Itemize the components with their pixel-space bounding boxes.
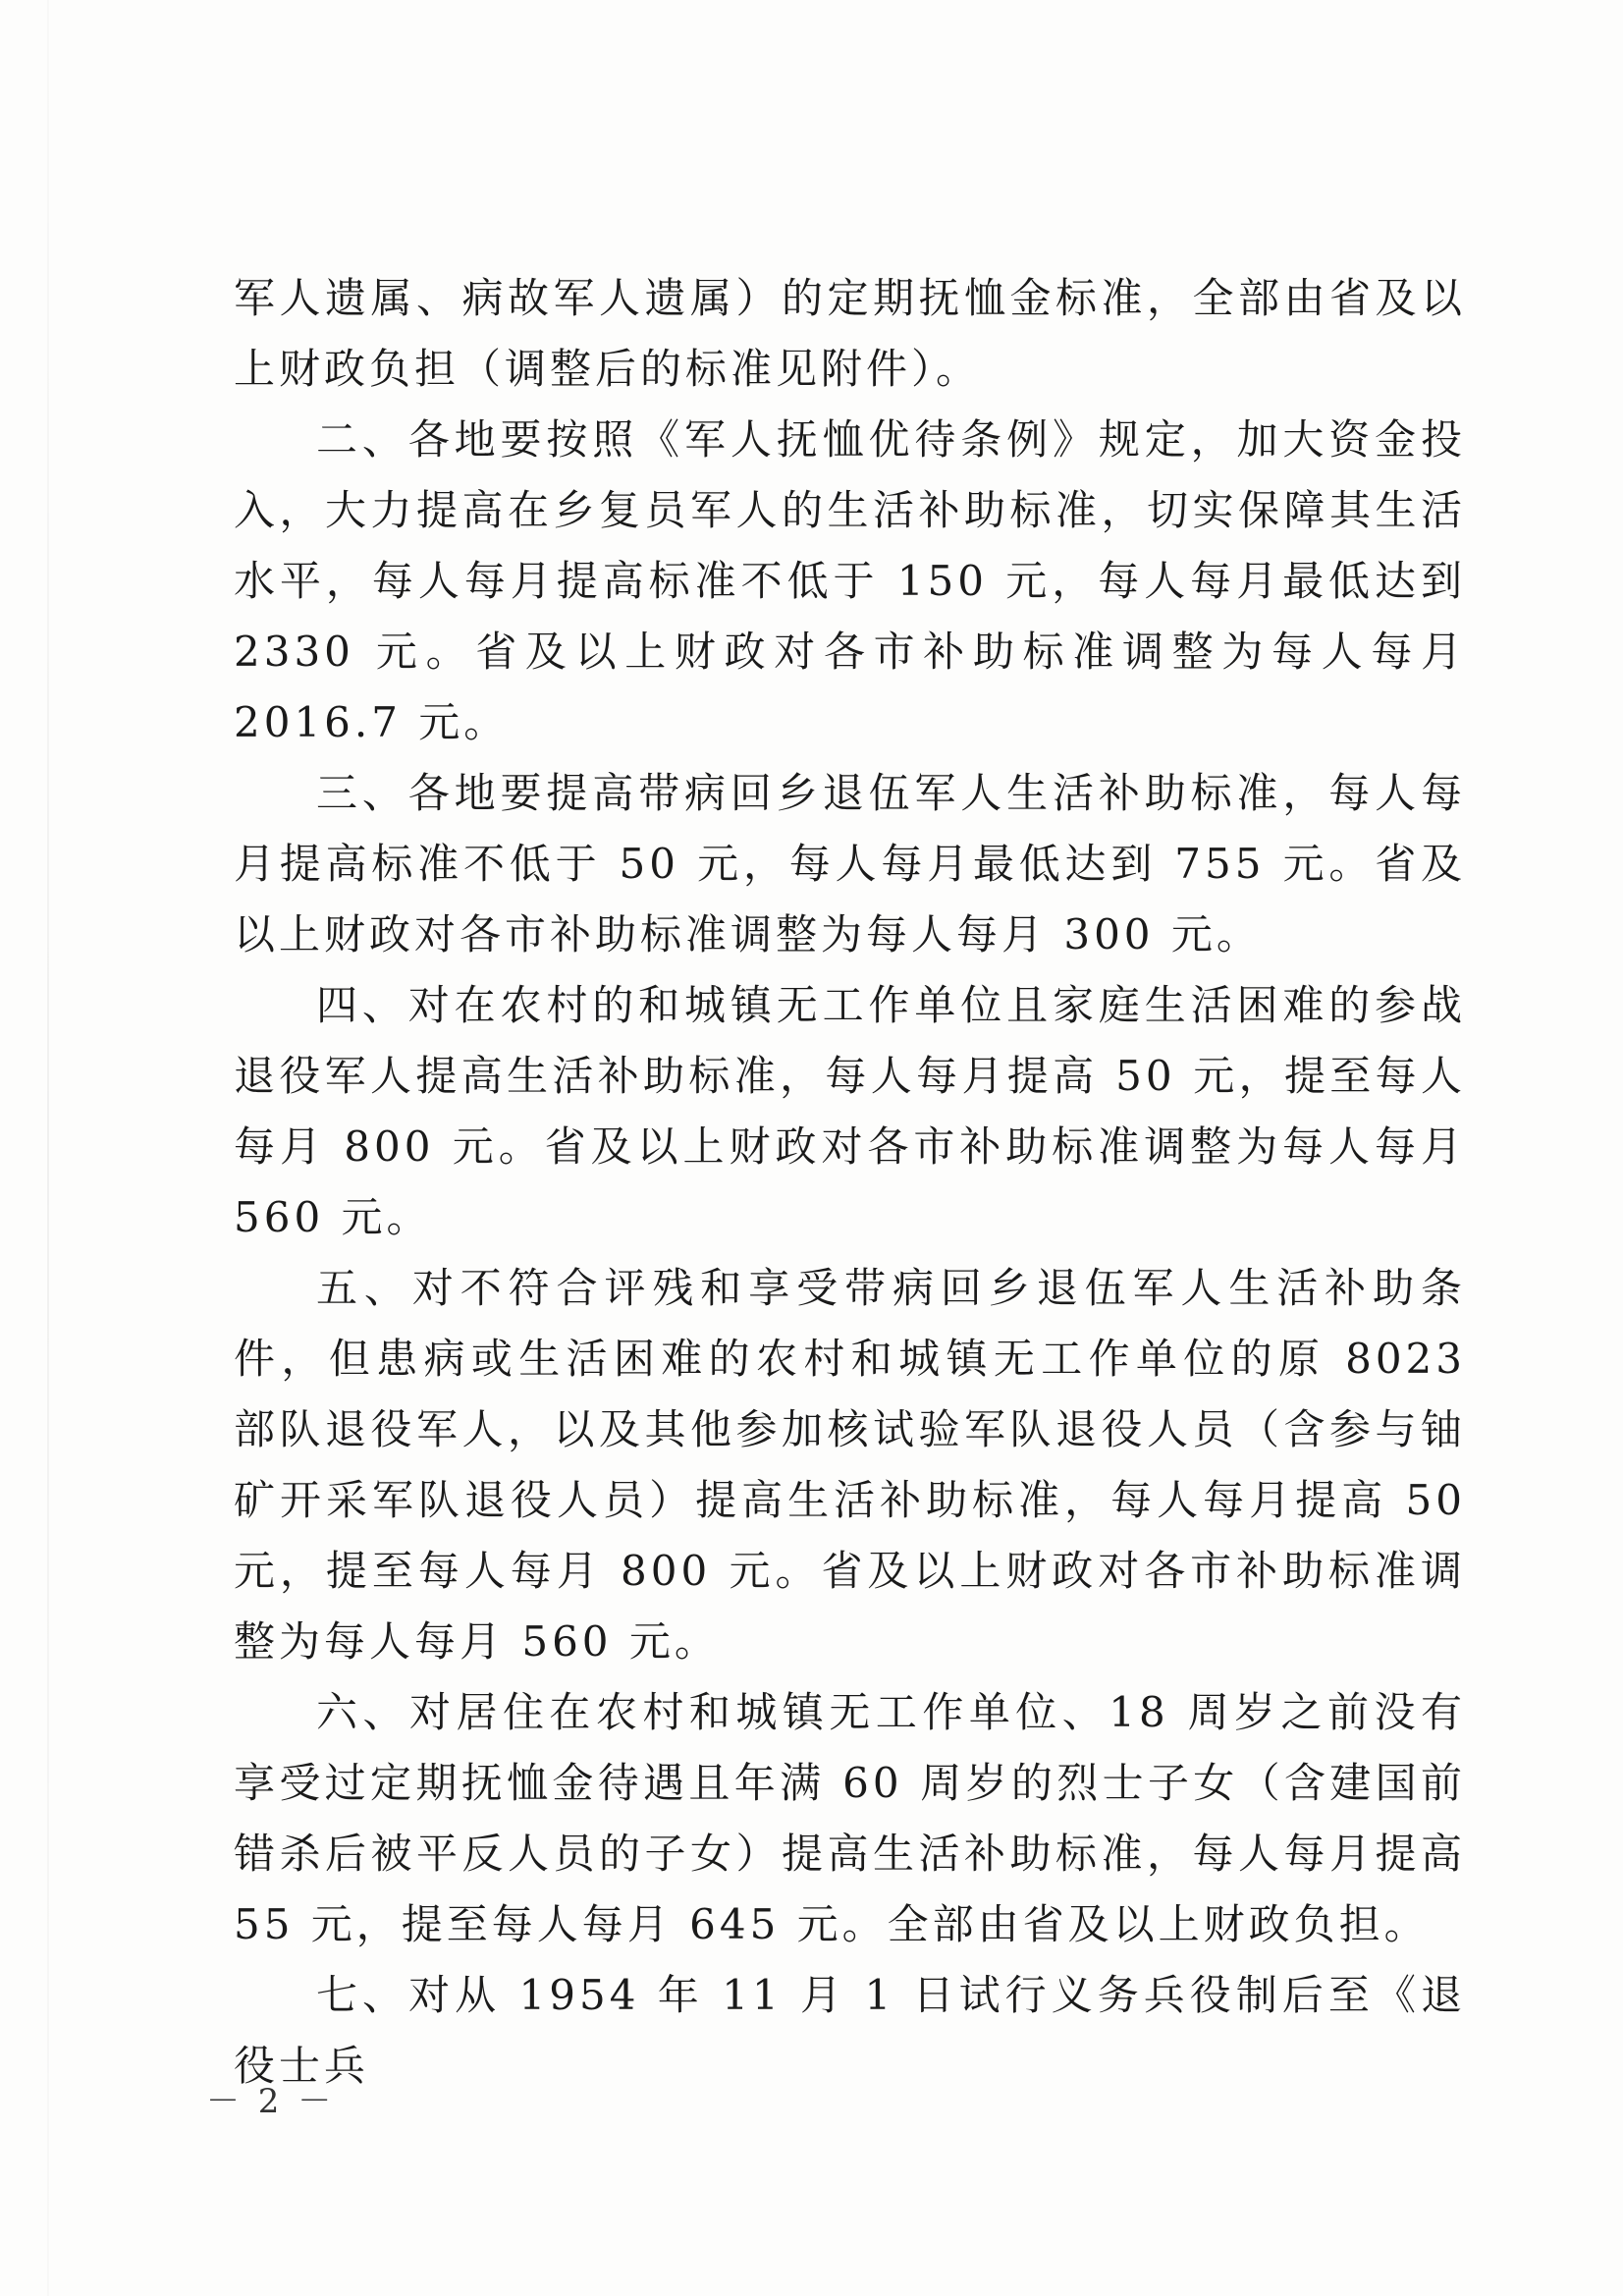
paragraph-item-6: 六、对居住在农村和城镇无工作单位、18 周岁之前没有享受过定期抚恤金待遇且年满 60 周岁的烈士子女（含建国前错杀后被平反人员的子女）提高生活补助标准，每人每月提高 55 元，提至每人每月 645 元。全部由省及以上财政负担。 [234, 1688, 1466, 1948]
page-number: － 2 － [206, 2082, 336, 2121]
paragraph-continued: 军人遗属、病故军人遗属）的定期抚恤金标准，全部由省及以上财政负担（调整后的标准见附件）。 [234, 274, 1466, 393]
paragraph-item-2: 二、各地要按照《军人抚恤优待条例》规定，加大资金投入，大力提高在乡复员军人的生活补助标准，切实保障其生活水平，每人每月提高标准不低于 150 元，每人每月最低达到 2330 元。省及以上财政对各市补助标准调整为每人每月 2016.7 元。 [234, 415, 1466, 746]
paragraph-item-5: 五、对不符合评残和享受带病回乡退伍军人生活补助条件，但患病或生活困难的农村和城镇无工作单位的原 8023 部队退役军人，以及其他参加核试验军队退役人员（含参与铀矿开采军队退役人员）提高生活补助标准，每人每月提高 50 元，提至每人每月 800 元。省及以上财政对各市补助标准调整为每人每月 560 元。 [234, 1264, 1466, 1666]
paragraph-item-4: 四、对在农村的和城镇无工作单位且家庭生活困难的参战退役军人提高生活补助标准，每人每月提高 50 元，提至每人每月 800 元。省及以上财政对各市补助标准调整为每人每月 560 元。 [234, 981, 1466, 1241]
document-body [234, 263, 1466, 2102]
paragraph-item-3: 三、各地要提高带病回乡退伍军人生活补助标准，每人每月提高标准不低于 50 元，每人每月最低达到 755 元。省及以上财政对各市补助标准调整为每人每月 300 元。 [234, 769, 1466, 958]
paragraph-item-7: 七、对从 1954 年 11 月 1 日试行义务兵役制后至《退役士兵 [234, 1971, 1466, 2090]
scan-edge-shadow [47, 0, 49, 2296]
